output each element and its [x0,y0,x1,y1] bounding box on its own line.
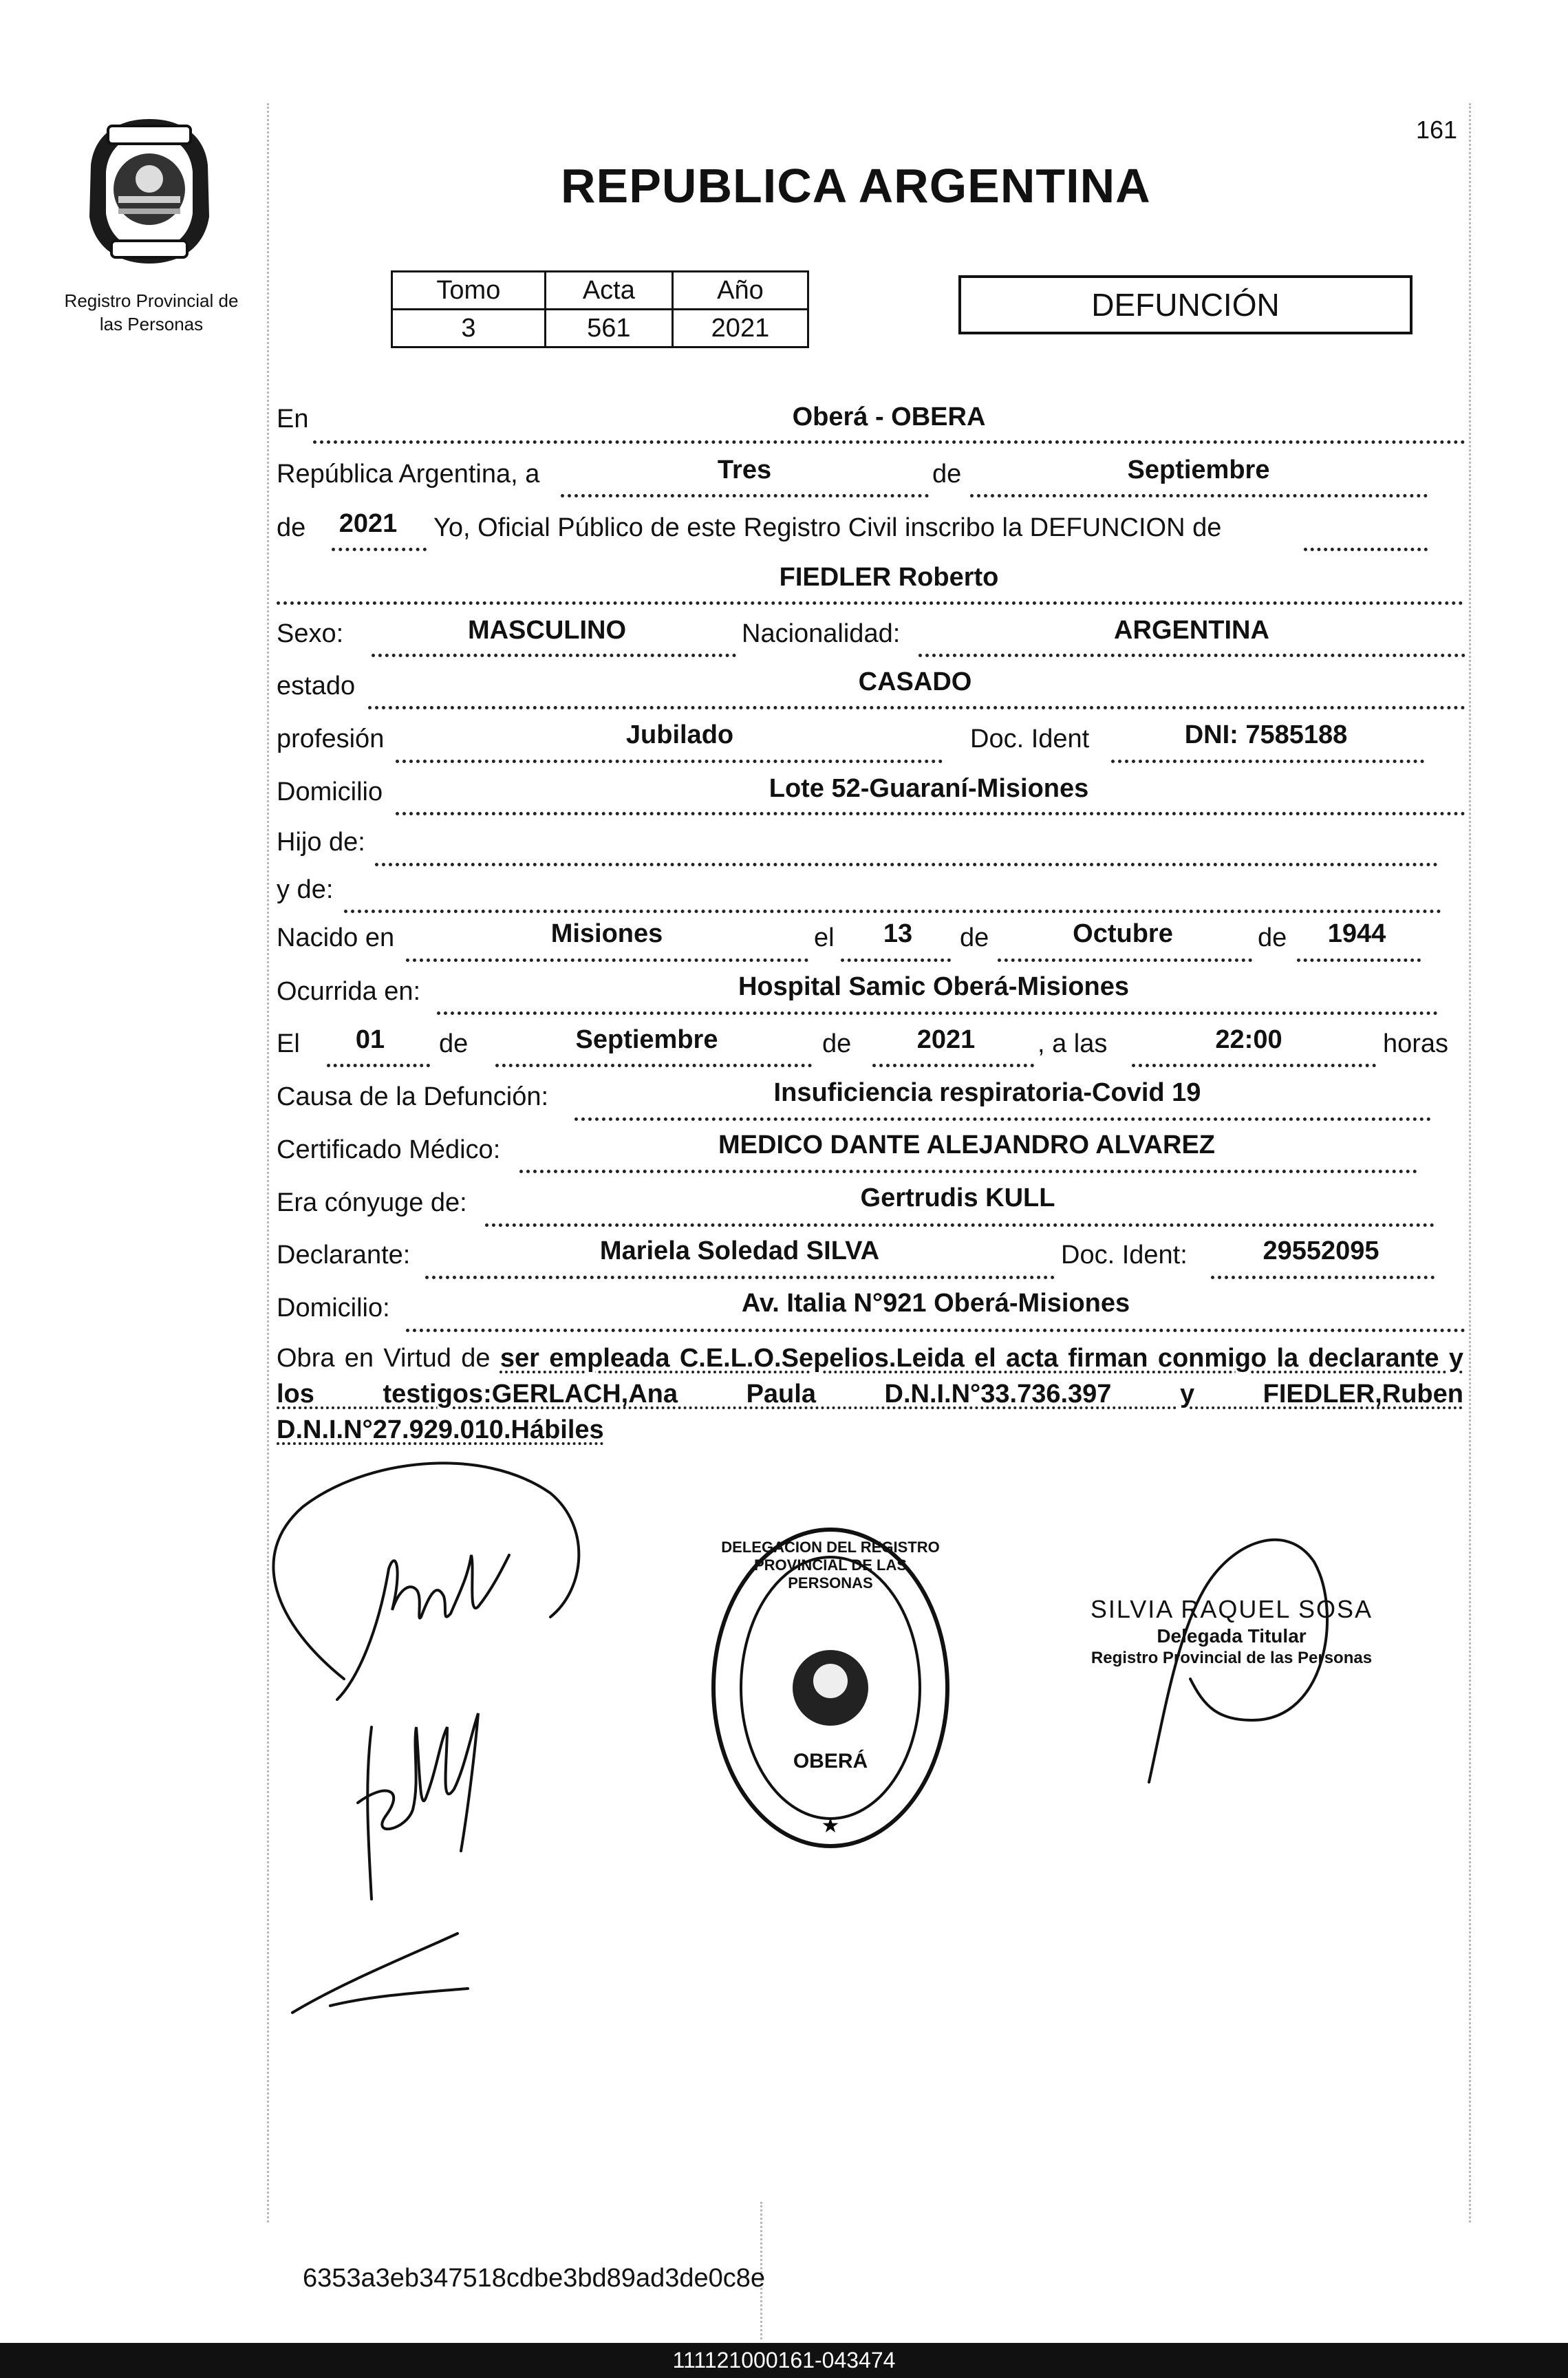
act-type-box [958,275,1413,334]
label-de-4: de [1258,923,1287,952]
label-nacido-en: Nacido en [277,923,395,952]
testigo-signature-2 [289,1927,468,2016]
value-estado: CASADO [858,667,972,696]
value-anio: 2021 [339,509,398,538]
acta-header-anio: Año [672,272,808,310]
stamp-ring-text: DELEGACION DEL REGISTRO PROVINCIAL DE LAS PERSONAS [721,1539,940,1592]
label-conyuge: Era cónyuge de: [277,1188,467,1217]
label-nacionalidad: Nacionalidad: [742,619,901,648]
acta-table [391,270,809,348]
value-profesion: Jubilado [625,720,734,749]
label-de-5: de [439,1029,469,1058]
obra-paragraph [277,1340,1463,1448]
right-margin-line [1469,103,1471,2222]
official-role: Delegada Titular [1157,1625,1307,1647]
label-domicilio-2: Domicilio: [277,1294,390,1322]
acta-header-tomo: Tomo [392,272,546,310]
page-number: 161 [1416,116,1458,144]
value-nacionalidad: ARGENTINA [1114,616,1269,645]
label-de-6: de [822,1029,852,1058]
label-yo: Yo, Oficial Público de este Registro Civil inscribo la DEFUNCION de [433,513,1222,542]
label-a-las: , a las [1038,1029,1108,1058]
value-nacido-anio: 1944 [1327,919,1386,948]
acta-value-acta: 561 [545,310,672,347]
value-causa: Insuficiencia respiratoria-Covid 19 [773,1078,1201,1107]
delegation-stamp [710,1526,951,1850]
label-estado: estado [277,672,356,700]
label-obra: Obra en Virtud de [277,1344,491,1373]
act-type-label: DEFUNCIÓN [1091,287,1280,323]
value-dia: Tres [717,456,772,484]
value-domicilio: Lote 52-Guaraní-Misiones [769,774,1089,803]
value-def-dia: 01 [355,1025,385,1054]
label-de-2: de [277,513,306,542]
value-def-mes: Septiembre [575,1025,718,1054]
value-declarante-domicilio: Av. Italia N°921 Oberá-Misiones [741,1289,1130,1318]
label-declarante: Declarante: [277,1241,411,1270]
value-nacido-en: Misiones [550,919,663,948]
label-ocurrida: Ocurrida en: [277,977,421,1006]
official-registry: Registro Provincial de las Personas [1091,1649,1373,1667]
value-doc: DNI: 7585188 [1184,720,1348,749]
label-en: En [277,405,309,433]
label-hijo-de: Hijo de: [277,828,365,857]
left-margin-line [267,103,269,2222]
label-certificado: Certificado Médico: [277,1135,501,1164]
label-doc-ident: Doc. Ident [970,725,1090,753]
page-title: REPUBLICA ARGENTINA [561,159,1151,213]
field-hijo-de [375,844,1438,866]
label-causa: Causa de la Defunción: [277,1082,549,1111]
value-obra: ser empleada C.E.L.O.Sepelios.Leida el acta firman conmigo la declarante y los testigos:GERLACH,Ana Paula D.N.I.N°33.736.397 y FIEDLER,Ruben D.N.I.N°27.929.010.Hábiles [277,1344,1463,1444]
value-def-hora: 22:00 [1215,1025,1282,1054]
value-sexo: MASCULINO [467,616,627,645]
official-stamp [1073,1595,1390,1668]
label-doc-ident-2: Doc. Ident: [1061,1241,1188,1270]
label-profesion: profesión [277,725,385,753]
field-tail [1304,528,1428,551]
label-el-2: El [277,1029,300,1058]
value-declarante: Mariela Soledad SILVA [599,1236,880,1265]
acta-header-acta: Acta [545,272,672,310]
testigo-signature-1 [344,1700,502,1906]
value-nacido-mes: Octubre [1073,919,1173,948]
acta-value-anio: 2021 [672,310,808,347]
value-nombre: FIEDLER Roberto [779,563,999,592]
value-declarante-doc: 29552095 [1263,1236,1379,1265]
province-emblem [77,114,222,268]
label-domicilio: Domicilio [277,778,383,806]
value-lugar: Oberá - OBERA [792,403,986,431]
registry-caption: Registro Provincial de las Personas [64,290,239,334]
label-horas: horas [1383,1029,1449,1058]
barcode-id: 111121000161-043474 [672,2348,896,2372]
value-mes: Septiembre [1127,456,1270,484]
svg-text:★: ★ [821,1814,840,1838]
label-republica: República Argentina, a [277,460,540,489]
label-sexo: Sexo: [277,619,344,648]
official-name: SILVIA RAQUEL SOSA [1090,1595,1373,1623]
value-ocurrida: Hospital Samic Oberá-Misiones [738,972,1130,1001]
value-conyuge: Gertrudis KULL [860,1183,1055,1212]
acta-value-tomo: 3 [392,310,546,347]
declarante-signature [261,1452,605,1713]
value-nacido-dia: 13 [883,919,913,948]
label-de-3: de [960,923,989,952]
field-y-de [344,890,1441,913]
label-y-de: y de: [277,875,334,904]
value-certificado: MEDICO DANTE ALEJANDRO ALVAREZ [718,1131,1215,1159]
footer-bar [0,2343,1568,2378]
document-hash: 6353a3eb347518cdbe3bd89ad3de0c8e [303,2264,766,2293]
label-de-1: de [932,460,962,489]
value-def-anio: 2021 [916,1025,976,1054]
label-el: el [814,923,835,952]
stamp-city: OBERÁ [793,1750,868,1772]
